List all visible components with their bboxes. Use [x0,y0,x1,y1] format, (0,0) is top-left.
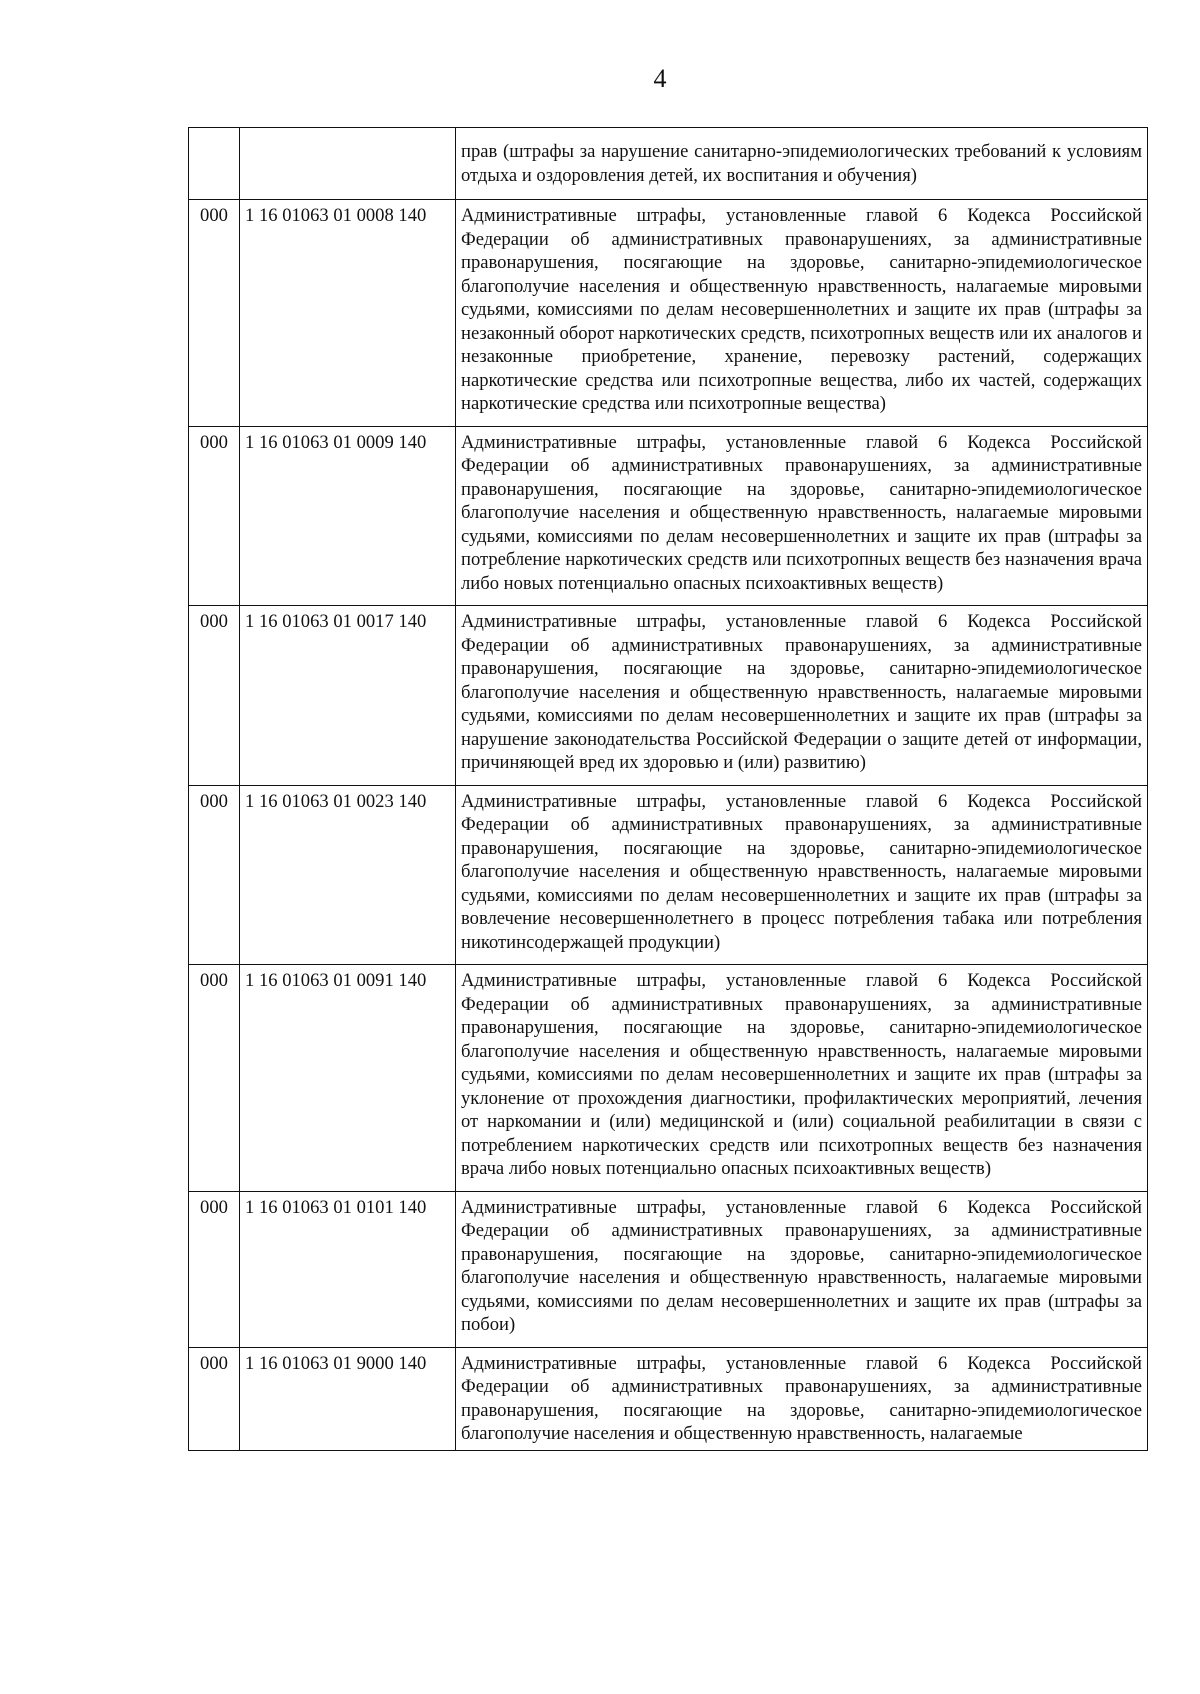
classification-code-cell: 1 16 01063 01 0023 140 [240,785,456,965]
description-cell: Административные штрафы, установленные главой 6 Кодекса Российской Федерации об административных правонарушениях, за административные правонарушения, посягающие на здоровье, санитарно-эпидемиологическое благополучие населения и общественную нравственность, налагаемые мировыми судьями, комиссиями по делам несовершеннолетних и защите их прав (штрафы за нарушение законодательства Российской Федерации о защите детей от информации, причиняющей вред их здоровью и (или) развитию) [456,606,1148,786]
classification-code-cell: 1 16 01063 01 0008 140 [240,200,456,427]
classification-code-cell: 1 16 01063 01 0009 140 [240,426,456,606]
classification-code-cell: 1 16 01063 01 0017 140 [240,606,456,786]
table-row [189,128,1148,200]
description-cell: Административные штрафы, установленные главой 6 Кодекса Российской Федерации об административных правонарушениях, за административные правонарушения, посягающие на здоровье, санитарно-эпидемиологическое благополучие населения и общественную нравственность, налагаемые мировыми судьями, комиссиями по делам несовершеннолетних и защите их прав (штрафы за вовлечение несовершеннолетнего в процесс потребления табака или потребления никотинсодержащей продукции) [456,785,1148,965]
description-cell: Административные штрафы, установленные главой 6 Кодекса Российской Федерации об административных правонарушениях, за административные правонарушения, посягающие на здоровье, санитарно-эпидемиологическое благополучие населения и общественную нравственность, налагаемые мировыми судьями, комиссиями по делам несовершеннолетних и защите их прав (штрафы за уклонение от прохождения диагностики, профилактических мероприятий, лечения от наркомании и (или) медицинской и (или) социальной реабилитации в связи с потреблением наркотических средств или психотропных веществ без назначения врача либо новых потенциально опасных психоактивных веществ) [456,965,1148,1192]
admin-code-cell [189,128,240,200]
admin-code-cell: 000 [189,200,240,427]
table-row [189,426,1148,606]
table-row [189,785,1148,965]
table-row [189,1191,1148,1347]
admin-code-cell: 000 [189,426,240,606]
budget-classification-table [188,127,1148,1451]
table-row [189,1347,1148,1450]
admin-code-cell: 000 [189,1347,240,1450]
description-cell: прав (штрафы за нарушение санитарно-эпидемиологических требований к условиям отдыха и оздоровления детей, их воспитания и обучения) [456,128,1148,200]
classification-code-cell: 1 16 01063 01 9000 140 [240,1347,456,1450]
description-cell: Административные штрафы, установленные главой 6 Кодекса Российской Федерации об административных правонарушениях, за административные правонарушения, посягающие на здоровье, санитарно-эпидемиологическое благополучие населения и общественную нравственность, налагаемые мировыми судьями, комиссиями по делам несовершеннолетних и защите их прав (штрафы за незаконный оборот наркотических средств, психотропных веществ или их аналогов и незаконные приобретение, хранение, перевозку растений, содержащих наркотические средства или психотропные вещества, либо их частей, содержащих наркотические средства или психотропные вещества) [456,200,1148,427]
classification-code-cell: 1 16 01063 01 0091 140 [240,965,456,1192]
classification-code-cell: 1 16 01063 01 0101 140 [240,1191,456,1347]
table-row [189,965,1148,1192]
page-number: 4 [653,64,667,93]
admin-code-cell: 000 [189,785,240,965]
description-cell: Административные штрафы, установленные главой 6 Кодекса Российской Федерации об административных правонарушениях, за административные правонарушения, посягающие на здоровье, санитарно-эпидемиологическое благополучие населения и общественную нравственность, налагаемые мировыми судьями, комиссиями по делам несовершеннолетних и защите их прав (штрафы за потребление наркотических средств или психотропных веществ без назначения врача либо новых потенциально опасных психоактивных веществ) [456,426,1148,606]
admin-code-cell: 000 [189,606,240,786]
admin-code-cell: 000 [189,965,240,1192]
description-cell: Административные штрафы, установленные главой 6 Кодекса Российской Федерации об административных правонарушениях, за административные правонарушения, посягающие на здоровье, санитарно-эпидемиологическое благополучие населения и общественную нравственность, налагаемые [456,1347,1148,1450]
admin-code-cell: 000 [189,1191,240,1347]
description-cell: Административные штрафы, установленные главой 6 Кодекса Российской Федерации об административных правонарушениях, за административные правонарушения, посягающие на здоровье, санитарно-эпидемиологическое благополучие населения и общественную нравственность, налагаемые мировыми судьями, комиссиями по делам несовершеннолетних и защите их прав (штрафы за побои) [456,1191,1148,1347]
table-row [189,606,1148,786]
classification-code-cell [240,128,456,200]
table-row [189,200,1148,427]
